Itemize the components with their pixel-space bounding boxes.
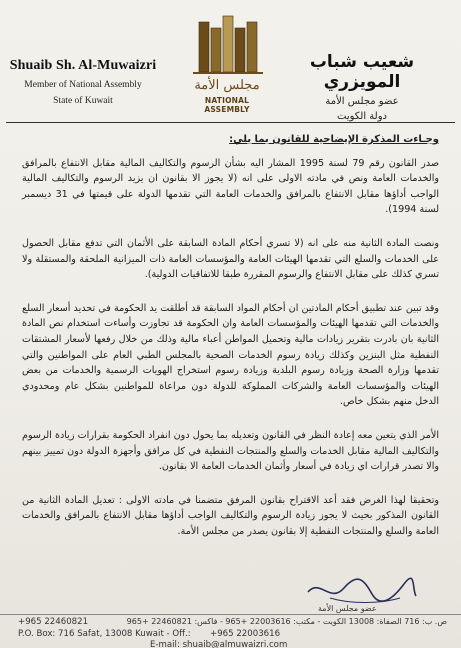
- footer-address-en: P.O. Box: 716 Safat, 13008 Kuwait - Off.:: [18, 629, 191, 639]
- footer-arabic-address: ص. ب: 716 الصفاة: 13008 الكويت - مكتب: 22003616 +965 - فاكس: 22460821 +965: [126, 617, 447, 626]
- memo-heading: وجـاءت المذكرة الإيضاحية للقانون بما يلي:: [229, 134, 439, 145]
- footer-fax-en: +965 22460821: [18, 617, 89, 627]
- sender-state-ar: دولة الكويت: [337, 111, 387, 122]
- sender-title-en: Member of National Assembly: [24, 80, 142, 90]
- paragraph-5: وتحقيقا لهذا الغرض فقد أعد الاقتراح بقانون المرفق متضمنا في مادته الاولى : تعديل المادة الثانية من القانون المذكور بحيث لا يجوز زيادة الرسوم والتكاليف الواجب أداؤها مقابل الانتفاع بالمرافق والخدمات العامة والسلع والمنتجات النفطية إلا بقانون يصدر من مجلس الأمة.: [22, 494, 439, 537]
- header-divider: [6, 122, 455, 123]
- sender-name-en: Shuaib Sh. Al-Muwaizri: [9, 58, 157, 73]
- sender-title-ar: عضو مجلس الأمة: [325, 96, 399, 107]
- arabic-letterhead: [277, 52, 447, 122]
- logo-label: NATIONAL ASSEMBLY: [204, 96, 250, 114]
- footer-office-en: +965 22003616: [210, 629, 281, 639]
- logo-arabic-text: مجلس الأمة: [194, 78, 260, 93]
- letter-body: [22, 132, 439, 557]
- paragraph-1: صدر القانون رقم 79 لسنة 1995 المشار اليه بشأن الرسوم والتكاليف المالية مقابل الانتفاع بالمرافق والخدمات العامة ونص في مادته الاولى على انه (لا يجوز الا بقانون ان يزيد الرسوم والتكاليف المالية الواجب أداؤها مقابل الانتفاع بالمرافق والخدمات العامة التي تقدمها الدولة على قيمتها في 31 ديسمبر لسنة 1994).: [22, 157, 439, 216]
- signature-caption: عضو مجلس الأمة: [318, 604, 377, 613]
- sender-name-ar: شعيب شباب المويزري: [309, 52, 415, 92]
- paragraph-4: الأمر الذي يتعين معه إعادة النظر في القانون وتعديله بما يحول دون انفراد الحكومة بقرارات زيادة الرسوم والتكاليف المالية مقابل الخدمات والسلع والمنتجات النفطية في كل مرافق وأجهزة الدولة دون تمييز بينهم والا تصدر قرارات اي زيادة في أسعار وأثمان الخدمات العامة الا بقانون.: [22, 429, 439, 473]
- paragraph-2: ونصت المادة الثانية منه على انه (لا تسري أحكام المادة السابقة على الأثمان التي تدفع مقابل الحصول على الخدمات والسلع التي تقدمها الهيئات العامة والمؤسسات العامة ذات الميزانية الملحقة والمستقلة ولا تسري كذلك على مقابل الانتفاع والرسوم المقررة طبقا للاتفاقيات الدولية).: [22, 237, 439, 281]
- footer-divider: [0, 614, 461, 615]
- paragraph-3: وقد تبين عند تطبيق أحكام المادتين ان أحكام المواد السابقة قد أطلقت يد الحكومة في تحديد أسعار السلع والخدمات التي تقدمها الهيئات والمؤسسات العامة وان الحكومة قد تجاوزت وأساءت استخدام نص المادة الثانية بان بادرت بتقرير زيادات مالية وتحميل المواطن أعباء مالية وذلك من خلال رفعها لأسعار المشتقات النفطية مثل البنزين وكذلك زيادة رسوم الخدمات الصحية بالمجلس الطبي العام على المواطنين والتي تقدمها وزارة الصحة وزيادة رسوم البلدية وزيادة رسوم استخراج الهويات الرسمية والخدمات من بعض الهيئات والمؤسسات العامة والشركات المملوكة للدولة دون مراعاة للمواطنين بشكل عام ومحدودي الدخل منهم بشكل خاص.: [22, 302, 439, 408]
- footer-email[interactable]: E-mail: shuaib@almuwaizri.com: [150, 640, 288, 648]
- english-letterhead: [8, 58, 158, 106]
- sender-state-en: State of Kuwait: [53, 96, 113, 106]
